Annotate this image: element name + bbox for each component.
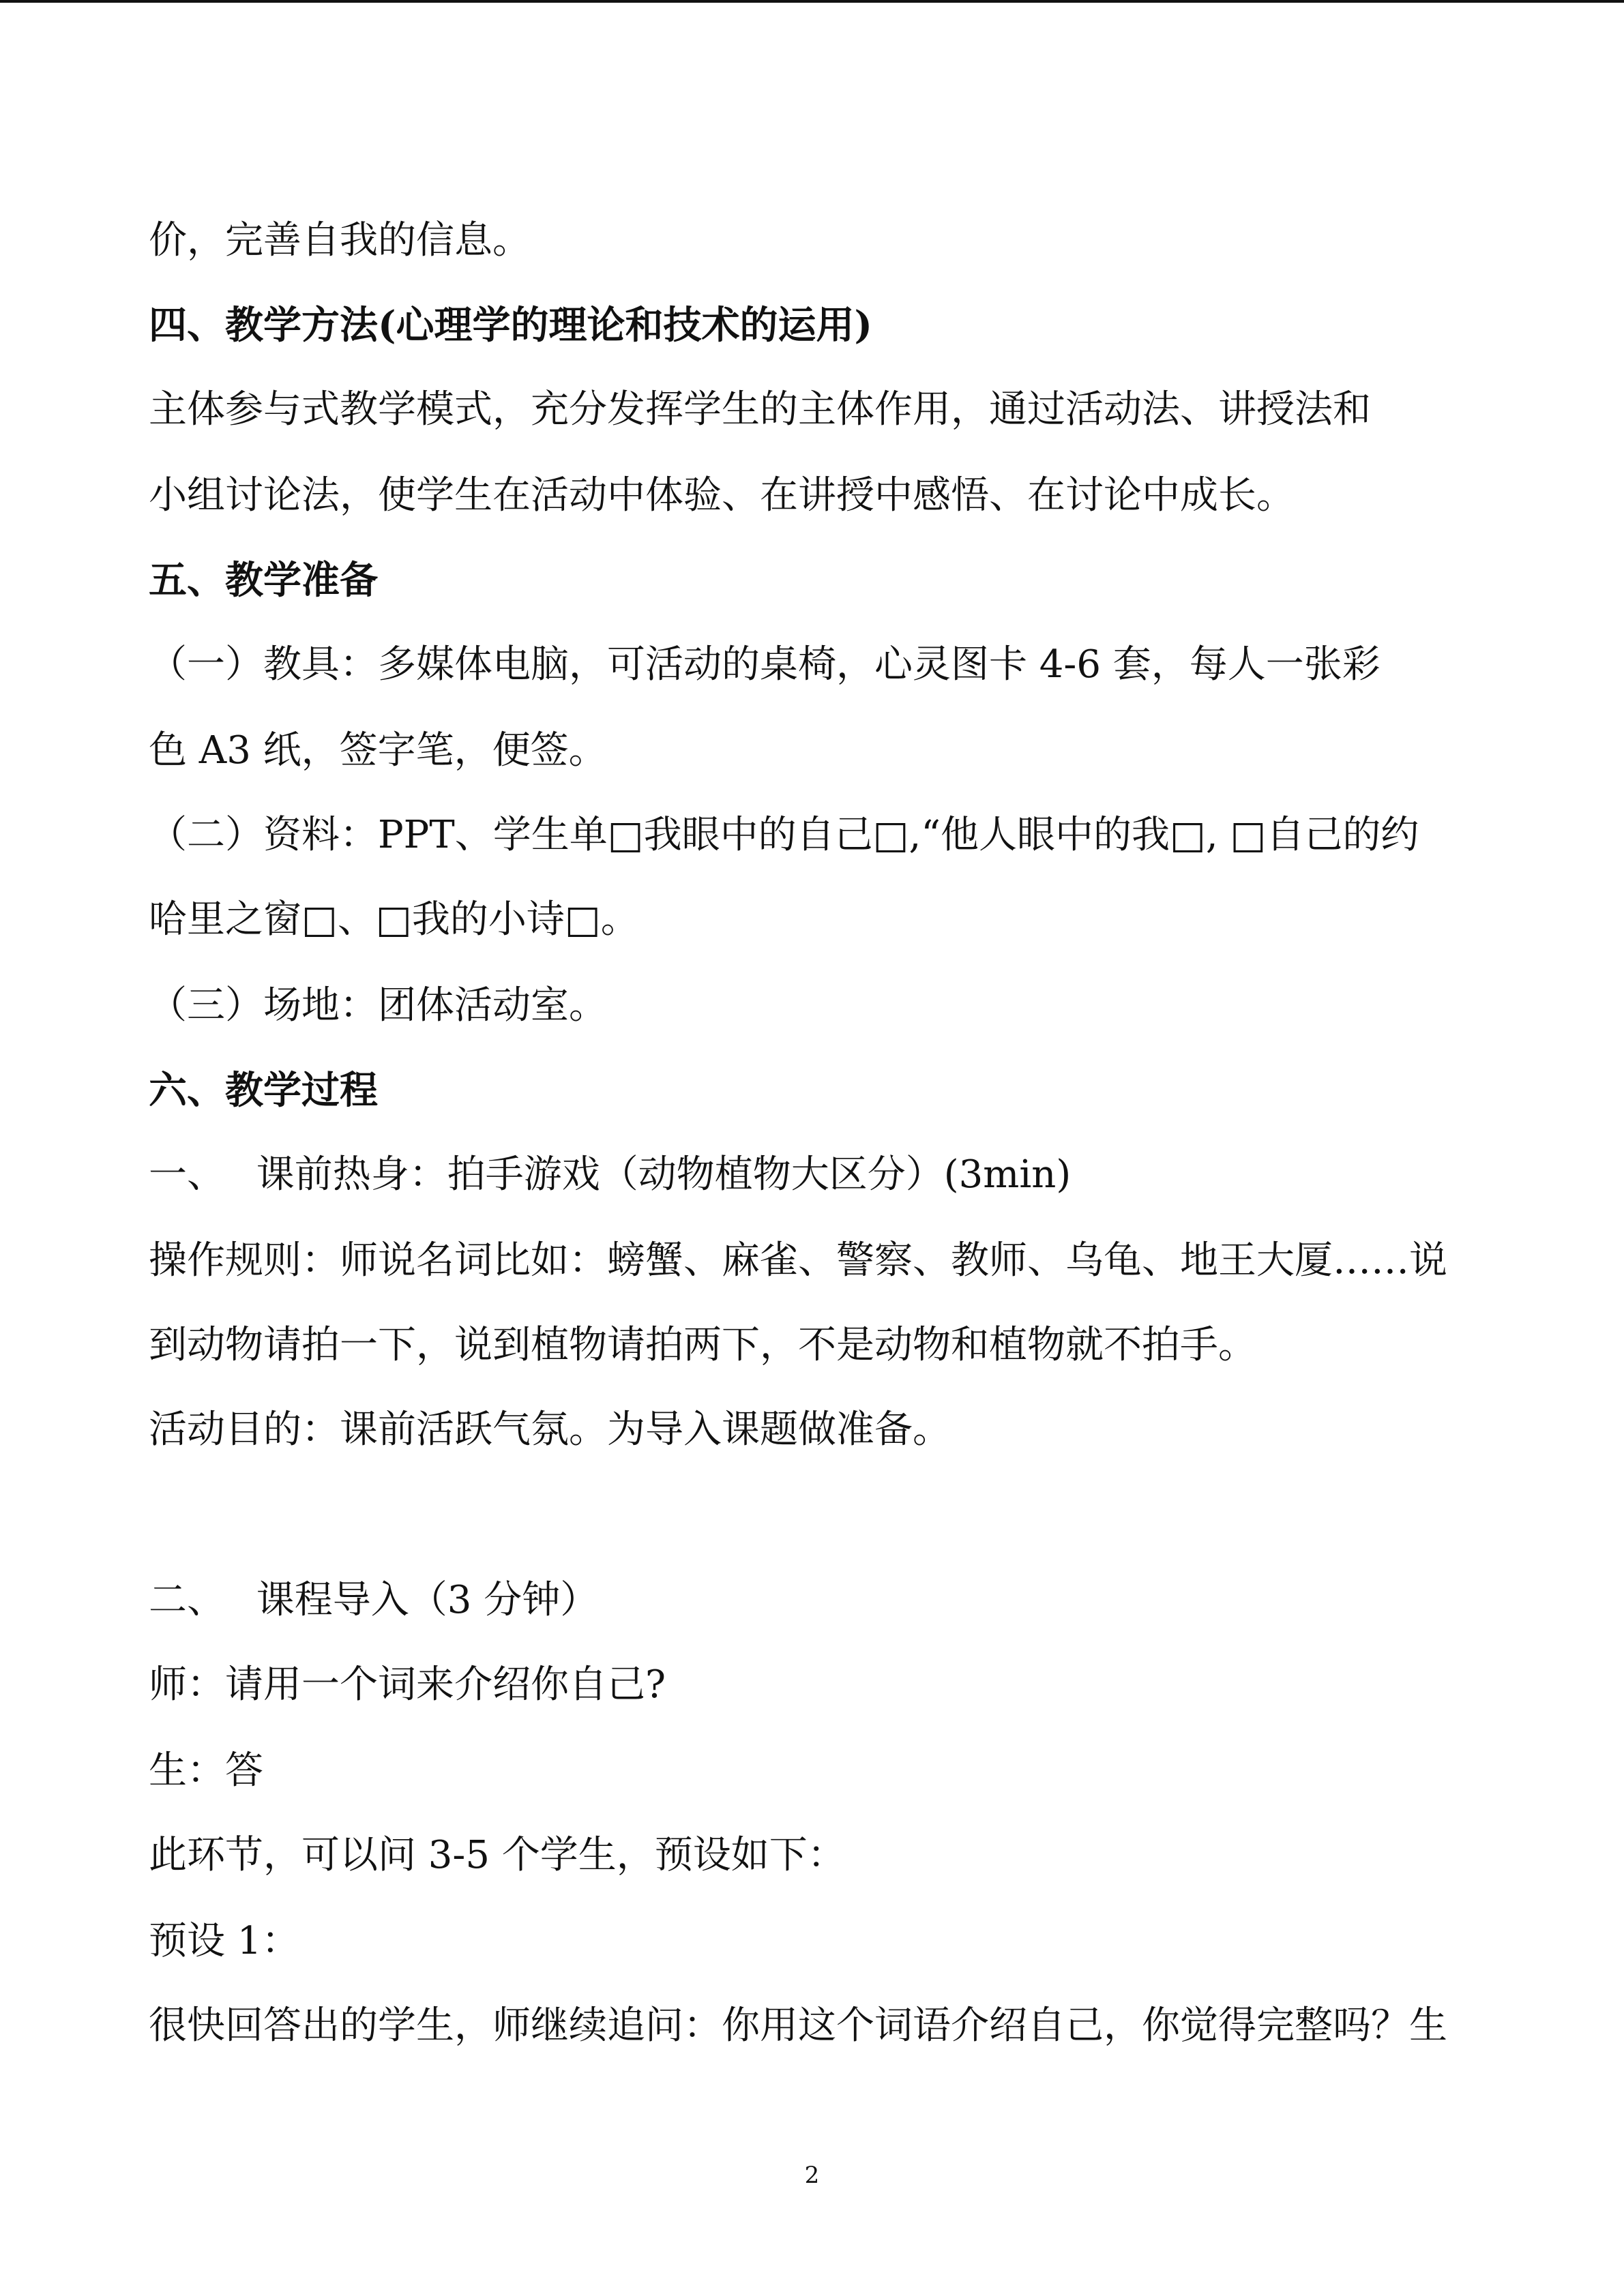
process-step-introduction: 二、 课程导入（3 分钟） [149,1578,599,1622]
warmup-rules-text: 操作规则：师说名词比如：螃蟹、麻雀、警察、教师、乌龟、地王大厦……说 [149,1238,1447,1283]
introduction-note-text: 此环节，可以问 3-5 个学生，预设如下： [149,1833,846,1877]
section-heading-teaching-methods: 四、教学方法(心理学的理论和技术的运用) [149,303,872,348]
preparation-item-venue: （三）场地：团体活动室。 [149,983,607,1028]
warmup-rules-text: 到动物请拍一下，说到植物请拍两下，不是动物和植物就不拍手。 [149,1323,1256,1367]
preparation-item-tools: （一）教具：多媒体电脑，可活动的桌椅，心灵图卡 4-6 套，每人一张彩 [149,642,1381,687]
teaching-methods-text: 小组讨论法，使学生在活动中体验、在讲授中感悟、在讨论中成长。 [149,473,1295,518]
page-number: 2 [804,2162,820,2189]
teaching-methods-text: 主体参与式教学模式，充分发挥学生的主体作用，通过活动法、讲授法和 [149,387,1371,432]
preset-label: 预设 1： [149,1919,300,1963]
preparation-item-materials: 哈里之窗□、□我的小诗□。 [149,897,639,942]
section-heading-teaching-preparation: 五、教学准备 [149,558,378,603]
preset-description-text: 很快回答出的学生，师继续追问：你用这个词语介绍自己，你觉得完整吗？生 [149,2003,1447,2048]
section-heading-teaching-process: 六、教学过程 [149,1068,378,1113]
paragraph-continuation: 价，完善自我的信息。 [149,218,531,263]
student-answer-text: 生：答 [149,1748,263,1793]
warmup-purpose-text: 活动目的：课前活跃气氛。为导入课题做准备。 [149,1407,951,1452]
top-border-line [0,0,1624,3]
teacher-question-text: 师：请用一个词来介绍你自己? [149,1663,666,1707]
preparation-item-tools: 色 A3 纸，签字笔，便签。 [149,728,607,773]
preparation-item-materials: （二）资料：PPT、学生单□我眼中的自己□,“他人眼中的我□, □自己的约 [149,813,1419,857]
process-step-warmup: 一、 课前热身：拍手游戏（动物植物大区分）(3min) [149,1152,1072,1197]
